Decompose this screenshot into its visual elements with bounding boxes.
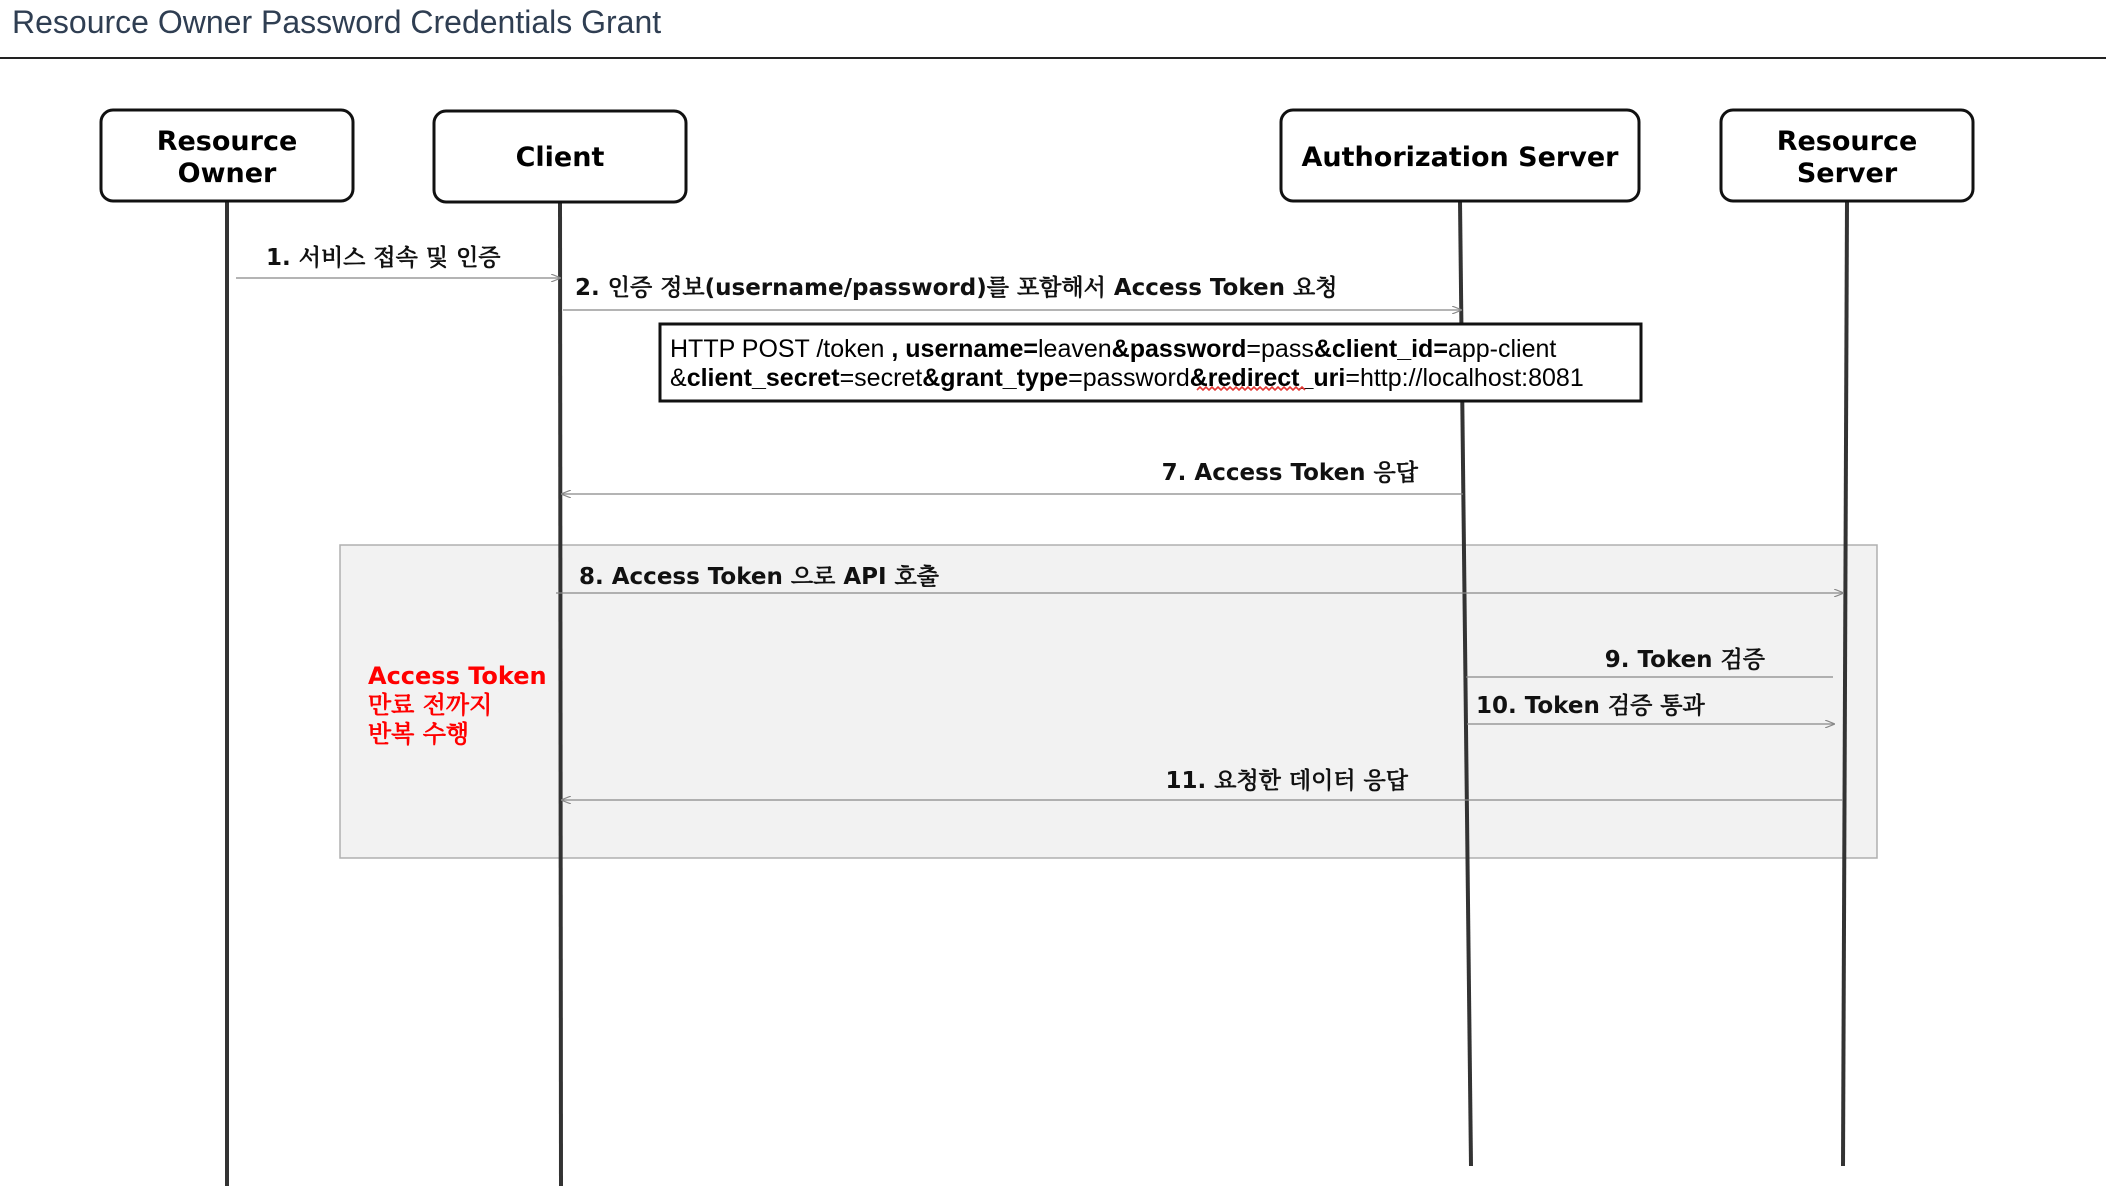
message-label: 7. Access Token 응답 (1161, 460, 1418, 486)
page-title: Resource Owner Password Credentials Grant (12, 4, 662, 40)
message-label: 8. Access Token 으로 API 호출 (579, 564, 939, 590)
message-label: 2. 인증 정보(username/password)를 포함해서 Access Token 요청 (575, 275, 1338, 301)
actor-label: Authorization Server (1301, 142, 1619, 173)
actor-authorization-server (1281, 110, 1639, 201)
message-label: 10. Token 검증 통과 (1476, 693, 1705, 719)
actor-label: Resource (1776, 126, 1918, 157)
message-1 (236, 244, 560, 278)
loop-text-line: 반복 수행 (368, 720, 470, 748)
message-label: 9. Token 검증 (1604, 647, 1765, 673)
message-7 (562, 459, 1463, 494)
actor-resource-server (1721, 110, 1973, 201)
request-line-1: HTTP POST /token , username=leaven&password=pass&client_id=app-client (670, 335, 1557, 363)
actor-label: Owner (177, 158, 277, 189)
redirect-uri-param: redirect_uri (1207, 364, 1346, 392)
loop-text-line: Access Token (368, 662, 547, 690)
actor-label: Client (515, 142, 605, 173)
request-line-2: &client_secret=secret&grant_type=password&redirect_uri=http://localhost:8081 (670, 364, 1584, 392)
message-2 (563, 274, 1461, 310)
message-label: 11. 요청한 데이터 응답 (1165, 768, 1408, 794)
lifeline-resource-server (1843, 201, 1847, 1166)
request-detail-box (660, 324, 1641, 401)
lifeline-client (560, 201, 561, 1186)
loop-text-line: 만료 전까지 (368, 691, 493, 719)
actor-label: Server (1796, 158, 1898, 189)
actor-label: Resource (156, 126, 298, 157)
actor-resource-owner (101, 110, 353, 201)
message-label: 1. 서비스 접속 및 인증 (266, 245, 501, 271)
actor-client (434, 111, 686, 202)
